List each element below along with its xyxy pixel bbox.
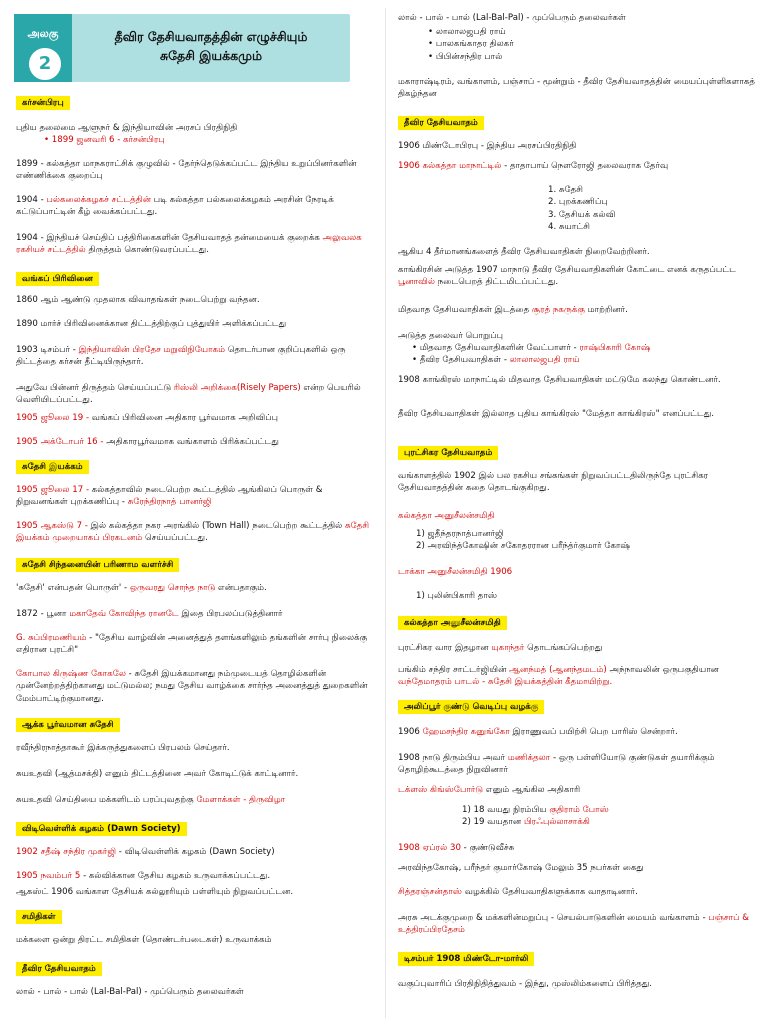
- text-red: பஞ்சாப் & உத்திரப்பிரதேசம்: [398, 913, 749, 936]
- text-red: யுகாந்தர்: [491, 643, 525, 653]
- text-red: ராஷ்பிகாரி கோஷ்: [579, 343, 651, 353]
- text: தொடர்பான குறிப்புகளில் ஒரு திட்டத்தை கர்சன் தீட்டியிருந்தார்.: [16, 345, 346, 368]
- paragraph: அரவிந்தகோஷ், பரீந்தர் குமார்கோஷ் மேலும் 35 நபர்கள் கைது: [398, 863, 644, 873]
- section-tag: கல்கத்தா அனுசீலன்சமிதி: [398, 616, 507, 630]
- list-item: 1. சுதேசி: [548, 185, 583, 195]
- text-red: 1905 நவம்பர் 5: [16, 871, 81, 881]
- text-red: 1905 ஆகஸ்டு 7 -: [16, 521, 91, 531]
- text: வங்கப் பிரிவினை அதிகார பூர்வமாக அறிவிப்பு: [91, 413, 279, 423]
- paragraph: மக்களை ஒன்று திரட்ட சமிதிகள் (தொண்டர்படைகள்) உருவாக்கம்: [16, 935, 272, 945]
- list-item: • தீவிர தேசியவாதிகள் - லாலாலஜபதி ராய்: [412, 355, 580, 366]
- radical-section: [398, 116, 760, 130]
- constructive-section: [16, 718, 372, 732]
- revolutionary-section: [398, 446, 760, 460]
- text: 1906: [398, 727, 423, 737]
- section-tag: கர்சன்பிரபு: [16, 96, 70, 110]
- text: என்பதாகும்.: [215, 583, 267, 593]
- text: - விடிவெள்ளிக் கழகம் (Dawn Society): [116, 847, 275, 857]
- paragraph: [16, 870, 372, 882]
- text: அதிகாரபூர்வமாக வங்காளம் பிரிக்கப்பட்டது: [106, 437, 279, 447]
- list-item: • மிதவாத தேசியவாதிகளின் வேட்பாளர் - ராஷ்பிகாரி கோஷ்: [412, 343, 651, 353]
- text: நடைபெறத் திட்டமிடப்பட்டது.: [435, 277, 559, 288]
- paragraph: [16, 520, 372, 545]
- text-red: அலுவலக ரகசியச் சட்டத்தில்: [16, 233, 362, 256]
- paragraph: [398, 912, 760, 937]
- text: வழக்கில் தேசியவாதிகளுக்காக வாதாடினார்.: [462, 887, 638, 897]
- paragraph: [398, 160, 760, 172]
- text: - "தேசிய வாழ்வின் அனைத்துத் தளங்களிலும் தங்களின் சார்பு நிலைக்கு எதிரான புரட்சி": [16, 633, 368, 656]
- subheading: [398, 510, 760, 522]
- list-item: • பாலகங்காதர திலகர்: [428, 39, 514, 50]
- text: செய்யப்பட்டது.: [142, 533, 208, 544]
- text: படி கல்கத்தா பல்கலைக்கழகம் அரசின் நேரடிக் கட்டுப்பாட்டின் கீழ் வைக்கப்பட்டது.: [16, 195, 334, 218]
- text: 'சுதேசி' என்பதன் பொருள்' -: [16, 583, 130, 593]
- paragraph: [398, 752, 760, 777]
- text: - தாதாபாய் நௌரோஜி தலைவராக தேர்வு: [501, 161, 669, 171]
- samitis-section: [16, 910, 372, 924]
- paragraph: [398, 264, 760, 289]
- paragraph: [398, 664, 760, 689]
- section-tag: டிசம்பர் 1908 மிண்டோ-மார்லி: [398, 952, 534, 966]
- text-red: ஹேமசந்திர கனுங்கோ: [422, 727, 510, 737]
- text-red: சுதேசி இயக்கம் முறையாகப் பிரகடனம்: [16, 521, 370, 544]
- text-red: டக்ளஸ் கிங்ஸ்போர்டு: [398, 785, 484, 795]
- text-red: குதிராம் போஸ்: [549, 805, 609, 815]
- text: என்ற பெயரில் வெளியிடப்பட்டது.: [16, 383, 361, 406]
- section-tag: விடிவெள்ளிக் கழகம் (Dawn Society): [16, 822, 187, 836]
- paragraph: [398, 886, 760, 898]
- paragraph: [16, 668, 372, 705]
- text: தொடங்கப்பெற்றது: [524, 643, 603, 653]
- text: - குண்டுவீச்சு: [460, 843, 515, 853]
- section-tag: புரட்சிகர தேசியவாதம்: [398, 446, 498, 460]
- text: காங்கிரசின் அடுத்த 1907 மாநாடு தீவிர தேசியவாதிகளின் கோட்டை எனக் கருதப்பட்ட: [398, 265, 736, 275]
- curzon-section: [16, 96, 372, 110]
- minto-section: [398, 952, 760, 966]
- text-red: பிரஃபுல்லாசாக்கி: [523, 817, 590, 828]
- text: பிபின்சந்திர பால்: [435, 51, 503, 62]
- paragraph: [16, 194, 372, 219]
- unit-word: அலகு: [27, 27, 59, 40]
- paragraph: [16, 608, 372, 620]
- paragraph: தீவிர தேசியவாதிகள் இல்லாத புதிய காங்கிரஸ் "மேத்தா காங்கிரஸ்" எனப்பட்டது.: [398, 409, 715, 419]
- unit-number: 2: [29, 48, 61, 80]
- paragraph: [16, 232, 372, 257]
- unit-title-line-2: சுதேசி இயக்கமும்: [159, 47, 263, 63]
- paragraph: [16, 794, 372, 806]
- text-red: மணிக்தலா: [507, 753, 551, 763]
- paragraph: [398, 642, 760, 654]
- text: இதை பிரபலப்படுத்தினார்: [178, 609, 283, 619]
- list-item: 2. புறக்கணிப்பு: [548, 197, 608, 208]
- text-red: 1902 சதீஷ் சந்திர முகர்ஜி: [16, 847, 117, 857]
- paragraph: லால் - பால் - பால் (Lal-Bal-Pal) - முப்பெரும் தலைவர்கள்: [16, 987, 244, 997]
- leaders-list: [398, 26, 760, 63]
- paragraph: மகாராஷ்டிரம், வங்காளம், பஞ்சாப் - மூன்றும் - தீவிர தேசியவாதத்தின் மையப்புள்ளிகளாகத் திகழ்ந்தன: [398, 77, 755, 100]
- text: தீவிர தேசியவாதிகள் -: [419, 355, 510, 366]
- section-tag: தீவிர தேசியவாதம்: [398, 116, 484, 130]
- alipore-section: [398, 700, 760, 714]
- paragraph: ரவீந்திரநாத்தாகூர் இக்கருத்துகளைப் பிரபலம் செய்தார்.: [16, 743, 230, 753]
- text: லாலாலஜபதி ராய்: [435, 27, 506, 37]
- text-red: மகாதேவ் கோவிந்த ரானடே: [69, 609, 179, 619]
- paragraph: சுயஉதவி (ஆத்மசக்தி) எனும் திட்டத்தினை அவர் கோடிட்டுக் காட்டினார்.: [16, 769, 299, 779]
- text-red: பல்கலைக்கழகச் சட்டத்தின்: [46, 195, 152, 205]
- text: அந்நாவலின் ஒருபகுதியான: [606, 665, 720, 675]
- subheading: [398, 566, 760, 578]
- paragraph: [16, 846, 372, 858]
- text: 1) 18 வயது நிரம்பிய: [462, 805, 550, 815]
- paragraph: [16, 484, 372, 509]
- candidates-list: [398, 342, 760, 367]
- text: திருத்தம் கொண்டுவரப்பட்டது.: [85, 245, 209, 256]
- text: - ஒரு பள்ளியோடு குண்டுகள் தயாரிக்கும் தொழிற்கூடத்தை நிறுவினார்: [398, 753, 715, 776]
- samiti-members-list: [398, 528, 760, 553]
- text: 1908 நாடு திரும்பிய அவர்: [398, 753, 508, 763]
- partition-section: [16, 272, 372, 286]
- text-red: ஆனந்மத் (ஆனந்தமடம்): [509, 665, 607, 675]
- paragraph: [398, 304, 760, 316]
- text: மாற்றினர்.: [584, 305, 628, 315]
- swadeshi-section: [16, 460, 372, 474]
- paragraph: அடுத்த தலைவர் பொறுப்பு: [398, 331, 504, 341]
- resolutions-list: [398, 184, 760, 234]
- right-column: [398, 0, 760, 1024]
- text: - சுதேசி இயக்கமானது நம்முடையத் தொழில்களின் முன்னேற்றத்திற்கானது மட்டுமல்ல; நமது தேசிய வாழ்க்கை சார்ந்த அனைத்துத் துறைகளின் மேம்பாட்டிற்குமானது.: [16, 669, 368, 704]
- section-tag: சுதேசி இயக்கம்: [16, 460, 89, 474]
- paragraph: 1860 ஆம் ஆண்டு முதலாக விவாதங்கள் நடைபெற்று வந்தன.: [16, 295, 260, 305]
- section-tag: அலிப்பூர் குண்டு வெடிப்பு வழக்கு: [398, 700, 544, 714]
- dhaka-members-list: [398, 590, 760, 602]
- text: மிதவாத தேசியவாதிகளின் வேட்பாளர் -: [419, 343, 580, 353]
- list-item: [462, 816, 760, 828]
- text-red: ஒருவரது சொந்த நாடு: [129, 583, 216, 593]
- text: அரசு அடக்குமுறை & மக்களின்மறுப்பு - செயல்பாடுகளின் மையம் வங்காளம் -: [398, 913, 709, 923]
- text: 2) 19 வயதான: [462, 817, 524, 828]
- text-red: ரிஸ்லி அறிக்கை(Risely Papers): [173, 383, 301, 393]
- text-red: டாக்கா அனுசீலன்சமிதி 1906: [398, 567, 513, 577]
- section-tag: வங்கப் பிரிவினை: [16, 272, 99, 286]
- text: இராணுவப் பயிற்சி பெற பாரிஸ் சென்றார்.: [509, 727, 678, 737]
- evolution-section: [16, 558, 372, 572]
- text: இல் கல்கத்தா நகர அரங்கில் (Town Hall) நடைபெற்ற கூட்டத்தில்: [90, 521, 346, 531]
- text: சுயஉதவி செய்தியை மக்களிடம் பரப்புவதற்கு: [16, 795, 197, 805]
- text: கல்கத்தாவில் நடைபெற்ற கூட்டத்தில் ஆங்கிலப் பொருள் & நிறுவனங்கள் புறக்கணிப்பு -: [16, 485, 323, 508]
- text: அதுவே பின்னர் திருத்தம் செய்யப்பட்டு: [16, 383, 174, 393]
- text-red: கோபால கிருஷ்ண கோகலே: [16, 669, 126, 679]
- paragraph: [16, 382, 372, 407]
- text-red: 1908 ஏப்ரல் 30: [398, 843, 461, 853]
- paragraph: [16, 582, 372, 594]
- text-red: கல்கத்தா அனுசீலன்சமிதி: [398, 511, 495, 521]
- section-tag: தீவிர தேசியவாதம்: [16, 962, 102, 976]
- text: 1904 - இந்தியச் செய்திப் பத்திரிகைகளின் தேசியவாதத் தன்மையைக் குறைக்க: [16, 233, 323, 243]
- paragraph: [16, 632, 372, 657]
- section-tag: சமிதிகள்: [16, 910, 62, 924]
- text: 1872 - பூனா: [16, 609, 70, 619]
- anushilan-section: [398, 616, 760, 630]
- text: பாலகங்காதர திலகர்: [435, 39, 514, 50]
- paragraph: வங்காளத்தில் 1902 இல் பல ரகசிய சங்கங்கள் நிறுவப்பட்டதிலிருந்தே புரட்சிகர தேசியவாதத்தின் கதை தொடங்குகிறது.: [398, 471, 709, 494]
- section-tag: சுதேசி சிந்தனையின் பரிணாம வளர்ச்சி: [16, 558, 179, 572]
- paragraph: [398, 784, 760, 796]
- paragraph: [16, 436, 372, 448]
- paragraph: [398, 842, 760, 854]
- list-item: • பிபின்சந்திர பால்: [428, 51, 503, 62]
- left-column: [16, 0, 372, 1024]
- list-item: • லாலாலஜபதி ராய்: [428, 27, 506, 37]
- revolutionaries-list: [398, 804, 760, 829]
- list-item: 3. தேசியக் கல்வி: [548, 209, 616, 220]
- paragraph: [398, 726, 760, 738]
- list-item: [462, 804, 760, 816]
- paragraph: ஆகஸ்ட் 1906 வங்காள தேசியக் கல்லூரியும் பள்ளியும் நிறுவப்பட்டன.: [16, 887, 294, 897]
- column-divider: [385, 8, 386, 1018]
- paragraph: வகுப்புவாரிப் பிரதிநிதித்துவம் - இந்து, முஸ்லிம்களைப் பிரித்தது.: [398, 979, 653, 989]
- text-red: 1905 ஜூலை 17 -: [16, 485, 92, 495]
- paragraph: [16, 122, 372, 147]
- text: மிதவாத தேசியவாதிகள் இடத்தை: [398, 305, 532, 315]
- text-line: • 1899 ஜனவரி 6 - கர்சன்பிரபு: [44, 135, 165, 146]
- unit-title-line-1: தீவிர தேசியவாதத்தின் எழுச்சியும்: [114, 29, 308, 44]
- text-red: சூரத் நகருக்கு: [531, 305, 585, 315]
- text-red: G. சுப்பிரமணியம்: [16, 633, 87, 643]
- text: - கல்விக்கான தேசிய கழகம் உருவாக்கப்பட்டது.: [80, 871, 271, 881]
- list-item: 1) ஜதீந்தரநாத்பானர்ஜி: [416, 529, 504, 539]
- text: 1904 -: [16, 195, 47, 205]
- list-item: 2) அரவிந்த்கோஷின் சகோதரரான பரீந்த்ர்குமார் கோஷ்: [416, 541, 631, 552]
- text-red: பூனாவில்: [398, 277, 436, 288]
- text-red: 1905 அக்டோபர் 16 -: [16, 437, 107, 447]
- text-red: வந்தேமாதரம் பாடல் - சுதேசி இயக்கத்தின் கீதமாயிற்று.: [398, 677, 613, 688]
- text-red: இந்தியாவின் பிரதேச மறுவிநியோகம்: [78, 345, 226, 355]
- text-red: மேளாக்கள் - திருவிழா: [196, 795, 286, 805]
- text-red: 1905 ஜூலை 19 -: [16, 413, 92, 423]
- text-line: புதிய தலைமை ஆளுநர் & இந்தியாவின் அரசப் பிரதிநிதி: [16, 123, 238, 133]
- text-red: சித்தரஞ்சன்தாஸ்: [398, 887, 463, 897]
- list-item: 4. சுயாட்சி: [548, 222, 590, 233]
- paragraph: ஆகிய 4 தீர்மானங்களைத் தீவிர தேசியவாதிகள் நிறைவேற்றினர்.: [398, 247, 650, 257]
- text-red: 1906 கல்கத்தா மாநாட்டில்: [398, 161, 502, 171]
- text: புரட்சிகர வார இதழான: [398, 643, 492, 653]
- text-red: லாலாலஜபதி ராய்: [509, 355, 580, 366]
- paragraph: [16, 344, 372, 369]
- dawn-section: [16, 822, 372, 836]
- paragraph: [16, 412, 372, 424]
- paragraph: 1890 மார்ச் பிரிவினைக்கான திட்டத்திற்குப் புத்துயிர் அளிக்கப்பட்டது: [16, 319, 287, 329]
- text: 1903 டிசம்பர் -: [16, 345, 79, 355]
- section-tag: ஆக்க பூர்வமான சுதேசி: [16, 718, 120, 732]
- text: பங்கிம் சந்திர சாட்டர்ஜியின்: [398, 665, 510, 675]
- text-red: சுரேந்திரநாத் பானர்ஜி: [127, 497, 212, 508]
- paragraph: 1899 - கல்கத்தா மாநகராட்சிக் குழுவில் - தேர்ந்தெடுக்கப்பட்ட இந்திய உறுப்பினர்களின் எண்ணிக்கை குறைப்பு: [16, 159, 357, 182]
- text: எனும் ஆங்கில அதிகாரி: [483, 785, 581, 795]
- paragraph: 1906 மிண்டோபிரபு - இந்திய அரசப்பிரதிநிதி: [398, 141, 577, 151]
- list-item: 1) புலின்பிகாரி தாஸ்: [416, 591, 498, 601]
- paragraph: லால் - பால் - பால் (Lal-Bal-Pal) - முப்பெரும் தலைவர்கள்: [398, 13, 626, 23]
- paragraph: 1908 காங்கிரஸ் மாநாட்டில் மிதவாத தேசியவாதிகள் மட்டுமே கலந்து கொண்டனர்.: [398, 375, 721, 385]
- extremism-section: [16, 962, 372, 976]
